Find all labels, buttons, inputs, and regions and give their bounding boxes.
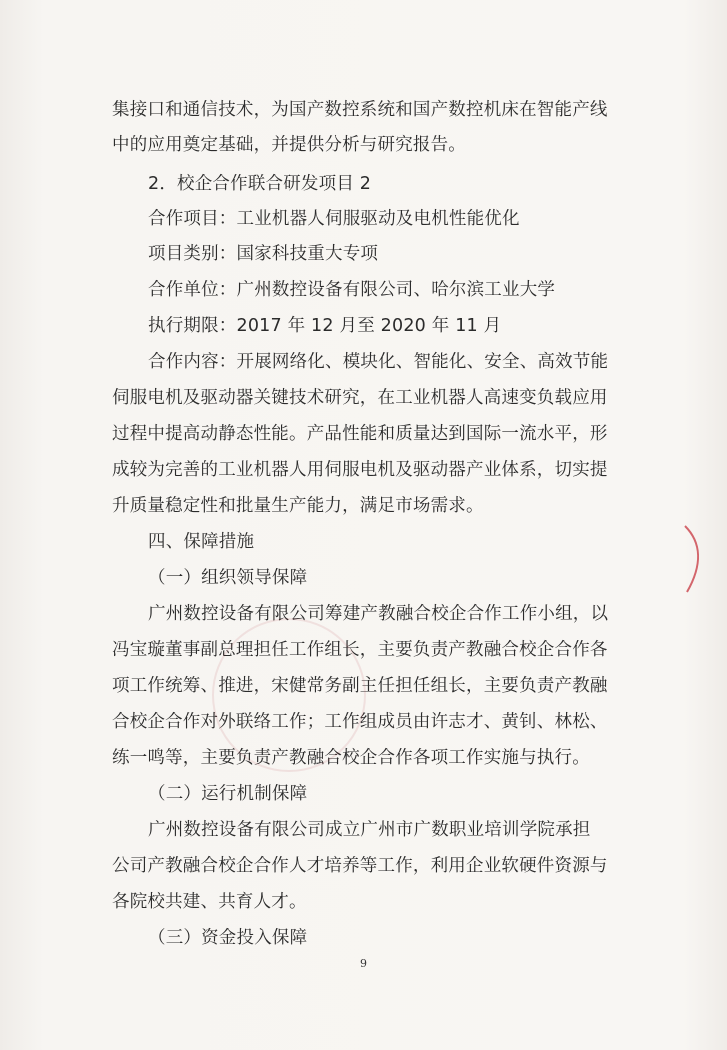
paragraph-line: 广州数控设备有限公司成立广州市广数职业培训学院承担	[148, 820, 591, 840]
paragraph-line: 过程中提高动静态性能。产品性能和质量达到国际一流水平，形	[112, 424, 608, 444]
paragraph-line: 各院校共建、共育人才。	[112, 892, 307, 912]
paragraph-line: 成较为完善的工业机器人用伺服电机及驱动器产业体系，切实提	[112, 460, 608, 480]
paragraph-line: 中的应用奠定基础，并提供分析与研究报告。	[112, 135, 466, 155]
section-heading: 2．校企合作联合研发项目 2	[148, 174, 372, 194]
paragraph-line: 集接口和通信技术，为国产数控系统和国产数控机床在智能产线	[112, 100, 608, 120]
paragraph-line: 练一鸣等，主要负责产教融合校企合作各项工作实施与执行。	[112, 748, 590, 768]
paragraph-line: 升质量稳定性和批量生产能力，满足市场需求。	[112, 496, 484, 516]
content-field: 合作内容：开展网络化、模块化、智能化、安全、高效节能	[148, 352, 609, 372]
edge-seal-mark	[679, 520, 719, 600]
paragraph-line: 冯宝璇董事副总理担任工作组长，主要负责产教融合校企合作各	[112, 640, 608, 660]
period-field: 执行期限：2017 年 12 月至 2020 年 11 月	[148, 316, 502, 336]
subsection-heading: （二）运行机制保障	[148, 784, 308, 804]
category-field: 项目类别：国家科技重大专项	[148, 244, 379, 264]
subsection-heading: （一）组织领导保障	[148, 568, 308, 588]
page-number: 9	[360, 957, 367, 970]
paragraph-line: 广州数控设备有限公司筹建产教融合校企合作工作小组，以	[148, 604, 609, 624]
partner-field: 合作单位：广州数控设备有限公司、哈尔滨工业大学	[148, 280, 556, 300]
paragraph-line: 公司产教融合校企合作人才培养等工作，利用企业软硬件资源与	[112, 856, 608, 876]
paragraph-line: 伺服电机及驱动器关键技术研究，在工业机器人高速变负载应用	[112, 388, 608, 408]
paragraph-line: 合校企合作对外联络工作；工作组成员由许志才、黄钊、林松、	[112, 712, 608, 732]
paragraph-line: 项工作统筹、推进，宋健常务副主任担任组长，主要负责产教融	[112, 676, 608, 696]
subsection-heading: （三）资金投入保障	[148, 928, 308, 948]
section-heading: 四、保障措施	[148, 532, 255, 552]
project-field: 合作项目：工业机器人伺服驱动及电机性能优化	[148, 209, 520, 229]
